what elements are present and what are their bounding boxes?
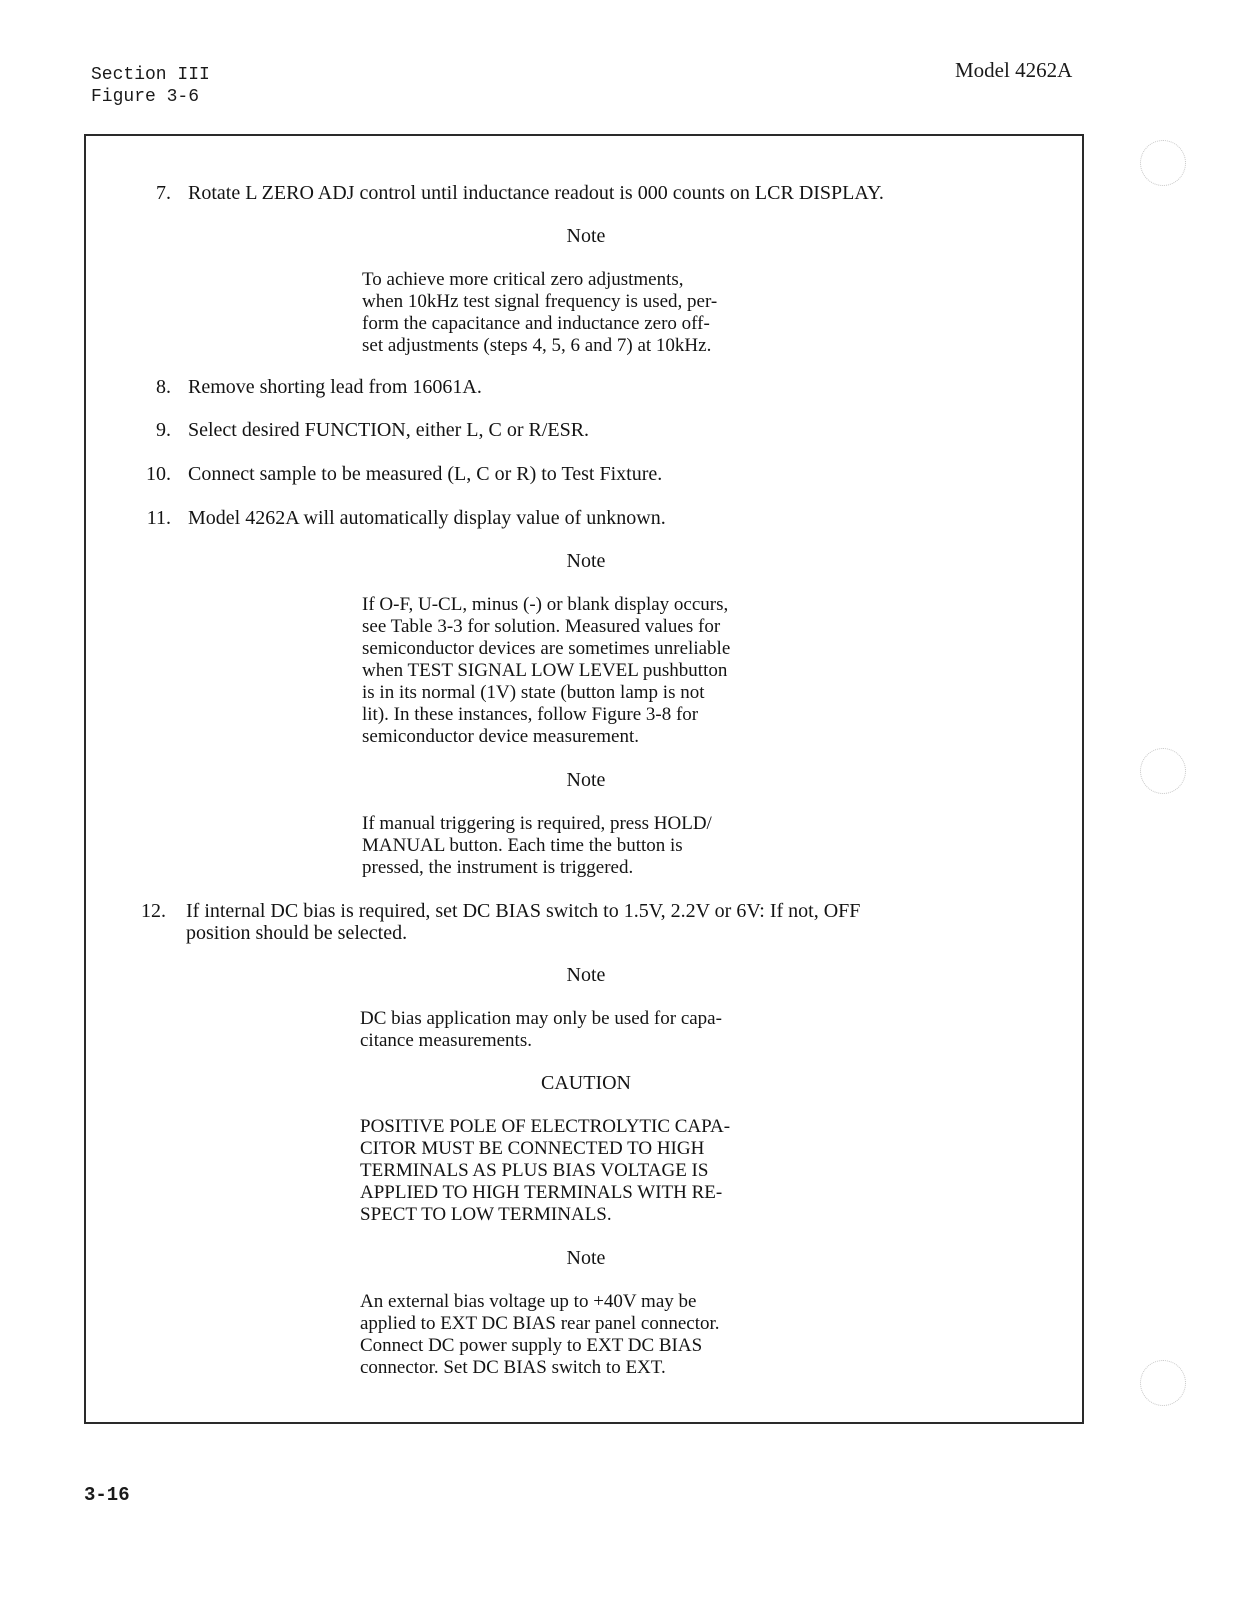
note-1-line: set adjustments (steps 4, 5, 6 and 7) at 10kHz. (362, 335, 712, 356)
note-5-line: An external bias voltage up to +40V may be (360, 1291, 697, 1312)
step-10-number: 10. (146, 463, 171, 485)
step-8-number: 8. (156, 376, 171, 398)
note-2-heading: Note (566, 550, 606, 572)
note-1-line: form the capacitance and inductance zero off- (362, 313, 710, 334)
note-3-line: MANUAL button. Each time the button is (362, 835, 683, 856)
note-5-line: connector. Set DC BIAS switch to EXT. (360, 1357, 666, 1378)
figure-text: Figure 3-6 (91, 87, 200, 107)
note-5-heading: Note (566, 1247, 606, 1269)
note-3-line: If manual triggering is required, press HOLD/ (362, 813, 712, 834)
note-2-body (362, 594, 730, 748)
note-1-line: when 10kHz test signal frequency is used, per- (362, 291, 718, 312)
step-12-number: 12. (141, 900, 166, 922)
caution-line: SPECT TO LOW TERMINALS. (360, 1204, 612, 1225)
note-4-body (360, 1008, 722, 1052)
note-5-line: Connect DC power supply to EXT DC BIAS (360, 1335, 703, 1356)
note-4-line: citance measurements. (360, 1030, 532, 1051)
caution-line: TERMINALS AS PLUS BIAS VOLTAGE IS (360, 1160, 709, 1181)
note-2-line: semiconductor devices are sometimes unreliable (362, 638, 731, 659)
step-7-text: Rotate L ZERO ADJ control until inductance readout is 000 counts on LCR DISPLAY. (188, 182, 884, 204)
step-10-text: Connect sample to be measured (L, C or R) to Test Fixture. (188, 463, 663, 485)
caution-heading: CAUTION (541, 1072, 631, 1094)
caution-line: APPLIED TO HIGH TERMINALS WITH RE- (360, 1182, 723, 1203)
note-3-body (362, 813, 712, 879)
step-8-text: Remove shorting lead from 16061A. (188, 376, 482, 398)
binder-hole (1140, 140, 1186, 186)
model-label: Model 4262A (955, 58, 1073, 82)
note-1-body (362, 269, 717, 357)
binder-hole (1140, 748, 1186, 794)
note-1-heading: Note (566, 225, 606, 247)
note-2-line: semiconductor device measurement. (362, 726, 639, 747)
step-7-number: 7. (156, 182, 171, 204)
step-12-line: position should be selected. (186, 922, 408, 944)
step-12-text (186, 900, 860, 944)
binder-hole (1140, 1360, 1186, 1406)
note-1-line: To achieve more critical zero adjustments, (362, 269, 684, 290)
note-2-line: lit). In these instances, follow Figure 3-8 for (362, 704, 699, 725)
section-text: Section III (91, 65, 210, 85)
caution-body (360, 1116, 730, 1226)
note-2-line: when TEST SIGNAL LOW LEVEL pushbutton (362, 660, 728, 681)
note-5-body (360, 1291, 720, 1379)
note-3-heading: Note (566, 769, 606, 791)
section-label (91, 64, 210, 108)
note-3-line: pressed, the instrument is triggered. (362, 857, 634, 878)
note-4-line: DC bias application may only be used for capa- (360, 1008, 722, 1029)
note-2-line: If O-F, U-CL, minus (-) or blank display occurs, (362, 594, 729, 615)
note-2-line: see Table 3-3 for solution. Measured values for (362, 616, 721, 637)
caution-line: CITOR MUST BE CONNECTED TO HIGH (360, 1138, 705, 1159)
step-9-number: 9. (156, 419, 171, 441)
step-11-number: 11. (146, 507, 171, 529)
note-2-line: is in its normal (1V) state (button lamp is not (362, 682, 705, 703)
step-11-text: Model 4262A will automatically display value of unknown. (188, 507, 666, 529)
procedure-frame (84, 134, 1084, 1424)
note-5-line: applied to EXT DC BIAS rear panel connector. (360, 1313, 720, 1334)
step-12-line: If internal DC bias is required, set DC BIAS switch to 1.5V, 2.2V or 6V: If not, OFF (186, 900, 861, 922)
page-number: 3-16 (84, 1484, 130, 1506)
caution-line: POSITIVE POLE OF ELECTROLYTIC CAPA- (360, 1116, 731, 1137)
note-4-heading: Note (566, 964, 606, 986)
step-9-text: Select desired FUNCTION, either L, C or R/ESR. (188, 419, 590, 441)
